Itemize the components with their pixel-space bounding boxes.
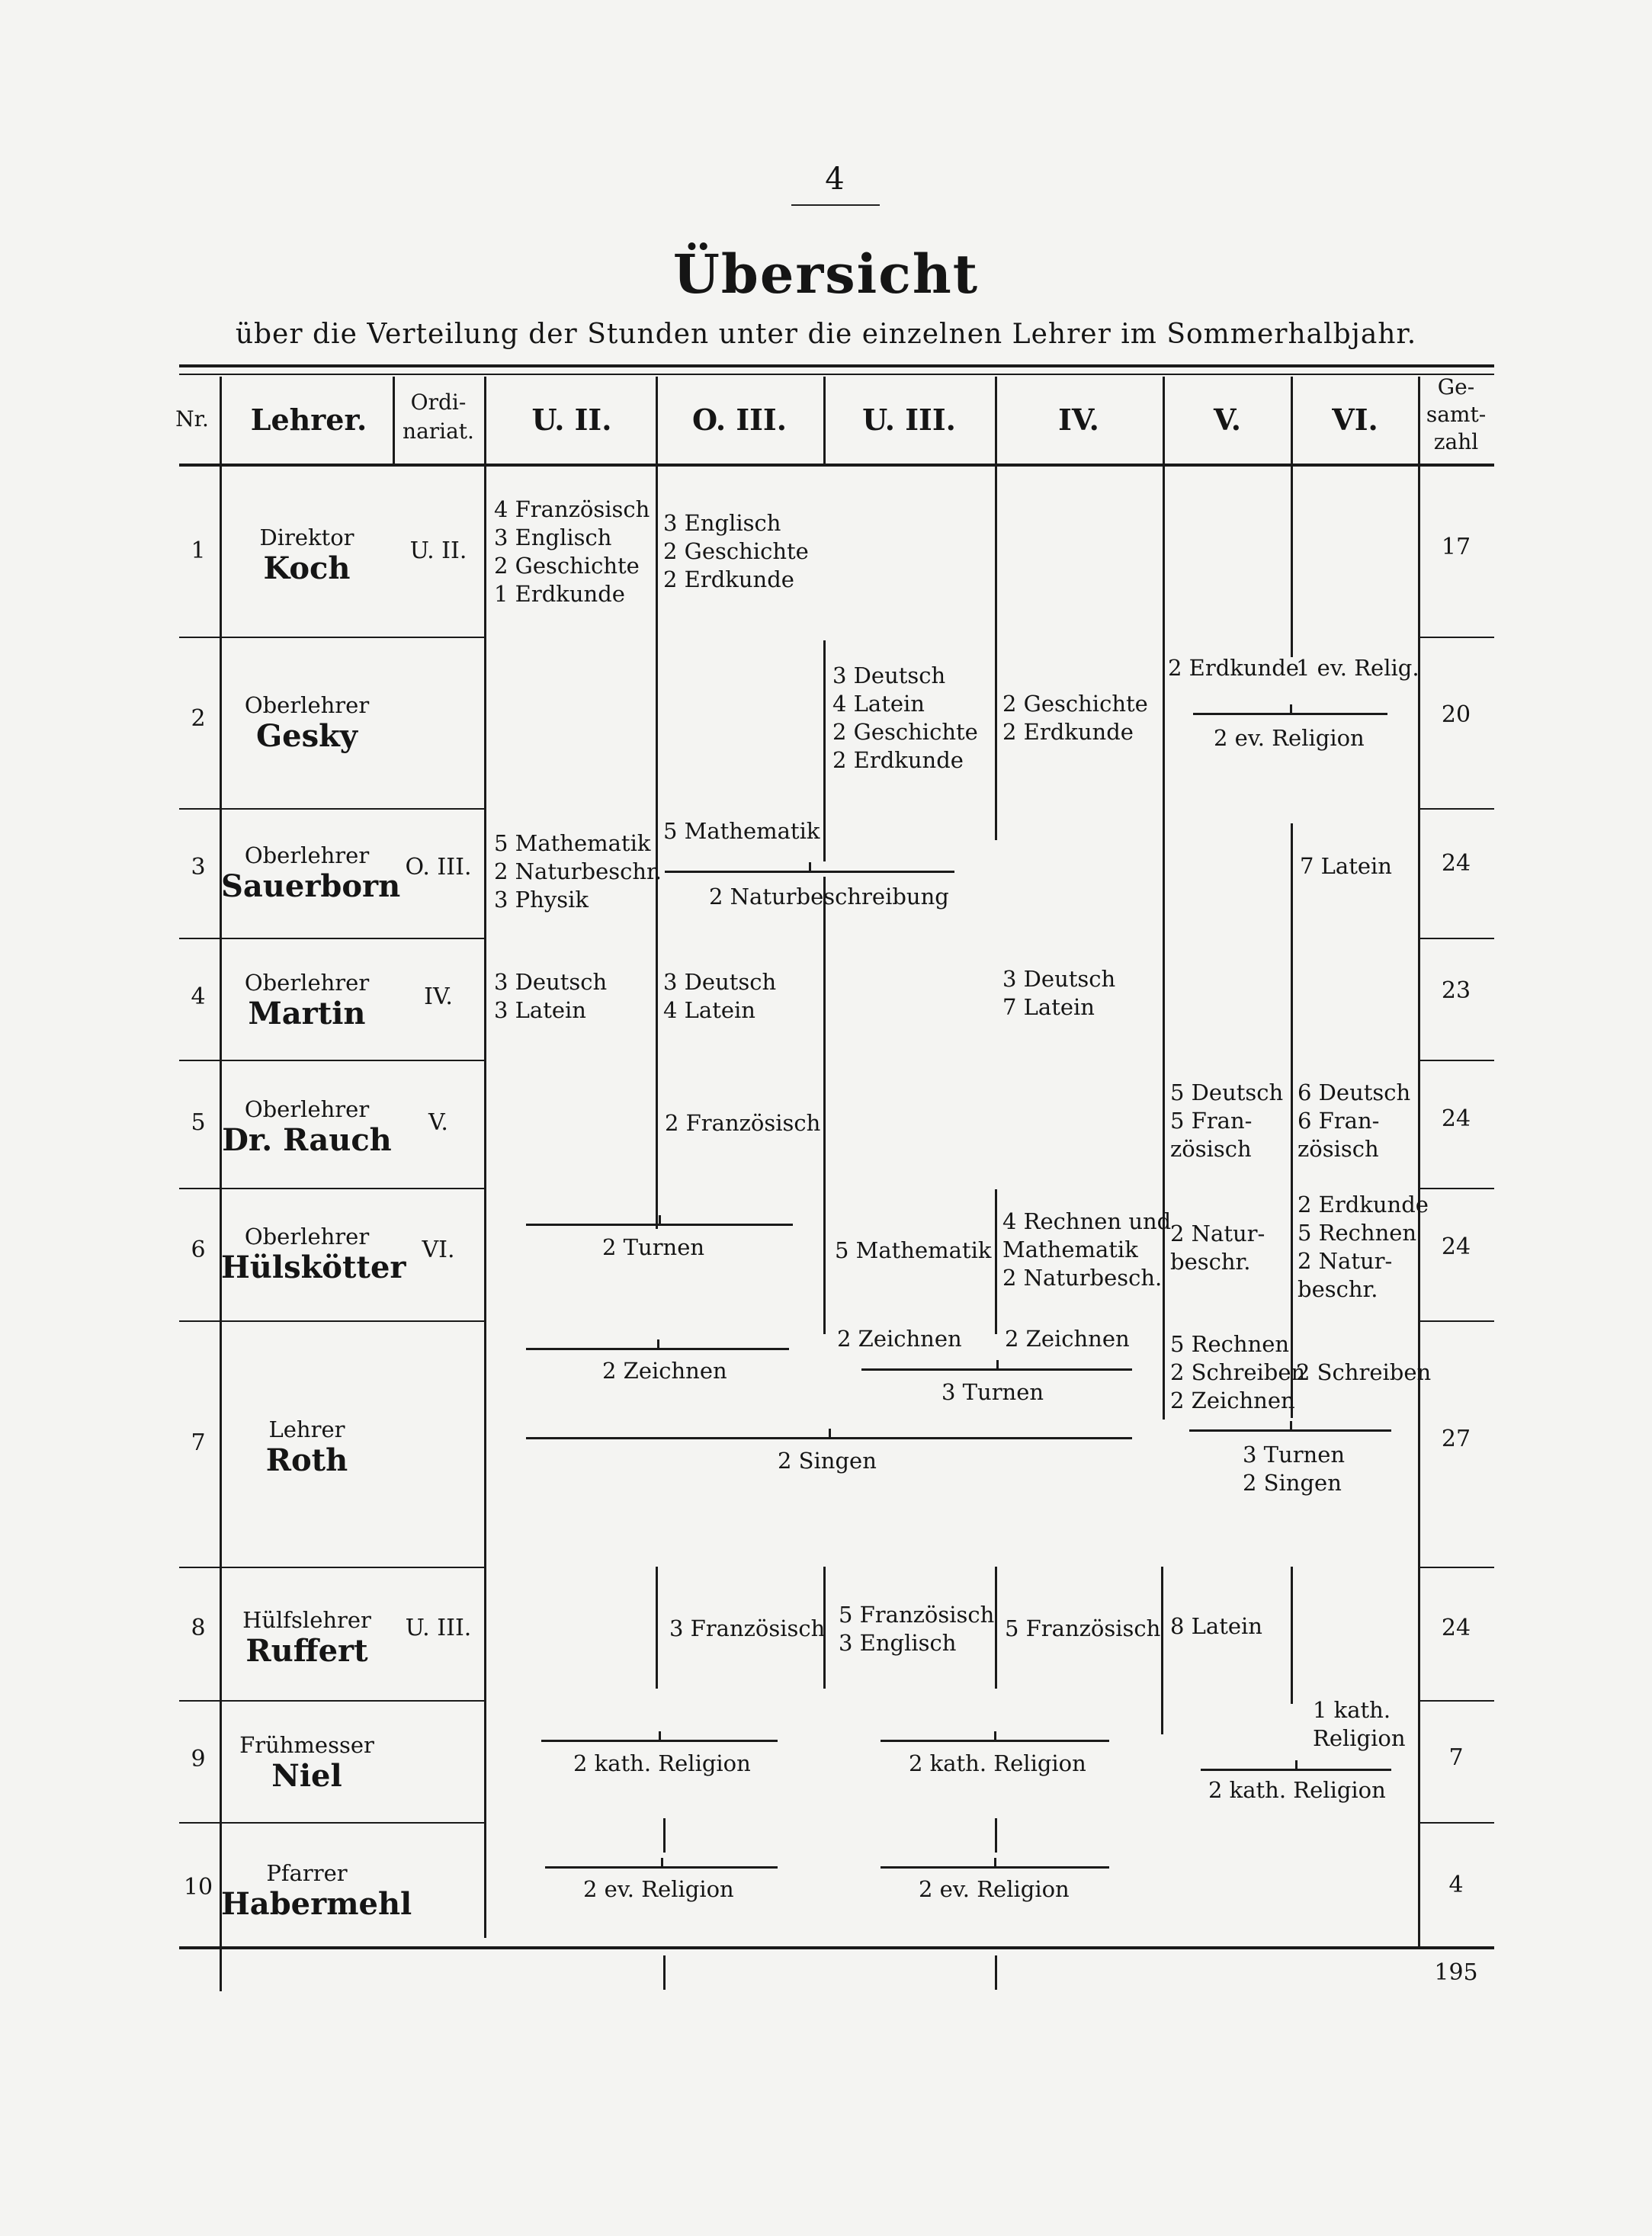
subject-line: 2 ev. Religion: [919, 1876, 1070, 1902]
subject-cell: [941, 1378, 1044, 1407]
subject-cell: [663, 968, 776, 1025]
subject-line: 5 Deutsch: [1170, 1080, 1284, 1105]
teacher-name: Habermehl: [221, 1886, 412, 1922]
subject-line: 5 Mathematik: [663, 818, 820, 844]
row-separator: [179, 1822, 484, 1824]
header-divider: [393, 377, 395, 465]
column-rule-u3-lower: [823, 877, 826, 1334]
subject-cell: [663, 509, 809, 594]
column-rule-o3-r10: [663, 1818, 666, 1853]
subject-cell: [1214, 724, 1365, 752]
row-total: 24: [1441, 1233, 1471, 1260]
subject-line: 5 Rechnen: [1170, 1331, 1290, 1357]
subject-line: 1 ev. Relig.: [1296, 655, 1419, 681]
span-brace: [1193, 713, 1387, 715]
row-total: 24: [1441, 850, 1471, 877]
teacher-name: Ruffert: [245, 1633, 368, 1669]
grand-total: 195: [1434, 1959, 1478, 1986]
row-total: 17: [1441, 534, 1471, 560]
subject-line: 2 Turnen: [602, 1234, 705, 1260]
row-total: 4: [1448, 1872, 1464, 1898]
row-separator: [179, 1567, 484, 1568]
subject-cell: [1298, 1191, 1429, 1304]
subject-line: 2 Singen: [1243, 1470, 1342, 1496]
subject-line: 2 Zeichnen: [1170, 1387, 1295, 1413]
subject-cell: [1002, 965, 1115, 1022]
subject-cell: [494, 829, 662, 914]
subject-cell: [602, 1233, 704, 1262]
row-separator: [1418, 637, 1494, 638]
teacher-role: Hülfslehrer: [242, 1607, 371, 1633]
span-brace: [861, 1368, 1132, 1371]
row-number: 5: [191, 1109, 206, 1136]
subject-cell: [1296, 654, 1419, 682]
span-brace: [541, 1740, 778, 1742]
header-u3: U. III.: [862, 403, 956, 437]
column-rule-iv-r10: [995, 1818, 997, 1853]
row-separator: [1418, 1060, 1494, 1061]
header-gesamt-3: zahl: [1433, 429, 1479, 454]
span-brace: [1201, 1769, 1391, 1771]
row-separator: [179, 1320, 484, 1322]
subject-cell: [494, 496, 650, 608]
teacher-name: Dr. Rauch: [222, 1122, 392, 1158]
column-rule-iv-foot: [995, 1955, 997, 1990]
header-ordinariat-1: Ordi-: [410, 390, 467, 415]
ordinariat-cell: O. III.: [405, 854, 472, 881]
subject-line: 2 Naturbesch.: [1002, 1265, 1163, 1291]
subject-line: 5 Französisch: [839, 1602, 995, 1628]
row-total: 20: [1441, 701, 1471, 728]
subject-cell: [839, 1601, 994, 1657]
row-separator: [179, 637, 484, 638]
subject-line: Religion: [1313, 1725, 1406, 1751]
page-subtitle: über die Verteilung der Stunden unter die einzelnen Lehrer im Sommerhalbjahr.: [235, 319, 1417, 350]
subject-line: 4 Französisch: [494, 496, 650, 522]
table-bottom-rule: [179, 1946, 1494, 1949]
subject-line: 2 Erdkunde: [663, 566, 794, 592]
subject-line: 3 Deutsch: [832, 662, 946, 688]
subject-line: 5 Mathematik: [494, 830, 651, 856]
row-number: 3: [191, 854, 206, 881]
subject-cell: [663, 817, 820, 845]
subject-line: 4 Latein: [832, 691, 925, 717]
subject-line: 2 kath. Religion: [909, 1750, 1086, 1776]
row-separator: [1418, 808, 1494, 810]
teacher-role: Oberlehrer: [244, 842, 370, 868]
subject-line: 7 Latein: [1002, 994, 1095, 1020]
subject-line: 2 Erdkunde: [1168, 655, 1299, 681]
column-rule-iv-r8: [995, 1567, 997, 1689]
ordinariat-cell: IV.: [424, 983, 453, 1010]
subject-cell: [1313, 1696, 1406, 1753]
teacher-name: Sauerborn: [221, 868, 401, 904]
subject-line: 2 Erdkunde: [1002, 719, 1134, 745]
subject-line: 4 Latein: [663, 997, 755, 1023]
ordinariat-cell: U. II.: [409, 537, 467, 564]
table-top-rule: [179, 364, 1494, 367]
column-rule-vi-lower: [1291, 823, 1293, 1418]
row-separator: [1418, 938, 1494, 939]
teacher-name: Martin: [248, 996, 366, 1031]
span-brace: [881, 1866, 1109, 1869]
subject-line: 2 Natur-: [1298, 1248, 1393, 1274]
subject-line: zösisch: [1170, 1136, 1252, 1162]
span-brace: [1189, 1429, 1391, 1432]
ordinariat-cell: U. III.: [405, 1615, 472, 1641]
subject-line: 2 Erdkunde: [1298, 1192, 1429, 1217]
teacher-role: Lehrer: [268, 1416, 345, 1442]
column-rule-ord: [484, 467, 486, 1938]
subject-line: 3 Turnen: [1243, 1442, 1346, 1468]
row-number: 1: [191, 537, 206, 564]
teacher-name: Gesky: [255, 718, 358, 754]
column-rule-vi-r8: [1291, 1567, 1293, 1704]
header-lehrer: Lehrer.: [250, 403, 367, 437]
subject-cell: [583, 1875, 734, 1904]
span-brace: [665, 871, 954, 873]
header-divider: [484, 377, 486, 465]
subject-line: 2 Zeichnen: [1005, 1326, 1130, 1352]
header-rule: [179, 464, 1494, 467]
subject-line: 2 Französisch: [665, 1110, 821, 1136]
subject-line: 2 kath. Religion: [1208, 1777, 1386, 1803]
row-total: 7: [1448, 1744, 1464, 1771]
subject-cell: [669, 1615, 825, 1643]
teacher-role: Oberlehrer: [244, 970, 370, 996]
subject-line: 3 Englisch: [663, 510, 781, 536]
subject-cell: [1296, 1359, 1431, 1387]
span-brace: [526, 1437, 1132, 1439]
header-divider: [995, 377, 997, 465]
subject-cell: [1170, 1612, 1262, 1641]
column-rule-v-r8: [1161, 1567, 1163, 1734]
subject-line: zösisch: [1298, 1136, 1379, 1162]
subject-line: 3 Französisch: [669, 1615, 826, 1641]
row-number: 2: [191, 705, 206, 732]
subject-line: 2 Geschichte: [832, 719, 978, 745]
page-number: 4: [825, 162, 845, 197]
header-divider: [1291, 377, 1293, 465]
subject-cell: [1168, 654, 1299, 682]
header-gesamt-1: Ge-: [1437, 374, 1475, 399]
subject-line: 3 Turnen: [941, 1379, 1044, 1405]
header-o3: O. III.: [692, 403, 787, 437]
column-rule-vi: [1291, 467, 1293, 657]
subject-line: 2 Schreiben: [1296, 1359, 1432, 1385]
teacher-name: Koch: [263, 550, 351, 586]
row-number: 6: [191, 1237, 206, 1263]
subject-line: 5 Rechnen: [1298, 1220, 1417, 1246]
row-separator: [179, 1060, 484, 1061]
subject-line: 3 Deutsch: [494, 969, 608, 995]
subject-line: beschr.: [1170, 1249, 1251, 1275]
row-total: 27: [1441, 1426, 1471, 1452]
subject-line: 6 Deutsch: [1298, 1080, 1411, 1105]
teacher-role: Direktor: [259, 525, 354, 550]
row-separator: [1418, 1700, 1494, 1702]
span-brace: [881, 1740, 1109, 1742]
teacher-role: Pfarrer: [266, 1860, 348, 1886]
row-number: 9: [191, 1746, 206, 1772]
teacher-role: Oberlehrer: [244, 1224, 370, 1250]
span-brace: [545, 1866, 778, 1869]
row-separator: [1418, 1188, 1494, 1189]
row-number: 10: [183, 1874, 213, 1901]
teacher-name: Niel: [271, 1758, 342, 1794]
column-rule-u3: [823, 640, 826, 861]
subject-cell: [1170, 1220, 1265, 1276]
row-number: 7: [191, 1429, 206, 1456]
header-nr: Nr.: [175, 406, 209, 431]
column-rule-iv: [995, 467, 997, 840]
header-divider: [220, 377, 222, 465]
header-divider: [1163, 377, 1165, 465]
subject-line: 2 Zeichnen: [602, 1358, 727, 1384]
ordinariat-cell: VI.: [422, 1237, 455, 1263]
subject-cell: [832, 662, 978, 775]
subject-cell: [1002, 690, 1148, 746]
row-separator: [179, 1700, 484, 1702]
subject-line: 8 Latein: [1170, 1613, 1262, 1639]
header-vi: VI.: [1332, 403, 1378, 437]
subject-cell: [909, 1750, 1086, 1778]
subject-line: 3 Latein: [494, 997, 586, 1023]
row-separator: [179, 1188, 484, 1189]
column-rule-o3-foot: [663, 1955, 666, 1990]
subject-line: 2 Natur-: [1170, 1221, 1265, 1246]
row-separator: [179, 938, 484, 939]
subject-line: 2 Naturbeschr.: [494, 858, 662, 884]
row-separator: [1418, 1567, 1494, 1568]
subject-line: 5 Französisch: [1005, 1615, 1161, 1641]
teacher-name: Roth: [265, 1442, 348, 1478]
header-ordinariat-2: nariat.: [403, 419, 474, 444]
subject-line: 2 Geschichte: [494, 553, 640, 579]
ordinariat-cell: V.: [428, 1109, 448, 1136]
subject-cell: [1298, 1079, 1410, 1163]
teacher-role: Oberlehrer: [244, 692, 370, 718]
subject-cell: [1243, 1441, 1345, 1497]
span-brace: [526, 1224, 793, 1226]
subject-line: 2 Geschichte: [1002, 691, 1148, 717]
subject-cell: [494, 968, 607, 1025]
column-rule-o3-r8: [656, 1567, 658, 1689]
header-divider: [1418, 377, 1420, 465]
teacher-role: Oberlehrer: [244, 1096, 370, 1122]
subject-cell: [1002, 1208, 1171, 1292]
header-u2: U. II.: [531, 403, 612, 437]
subject-line: 3 Deutsch: [663, 969, 777, 995]
subject-line: 2 Geschichte: [663, 538, 809, 564]
subject-cell: [1005, 1325, 1130, 1353]
subject-line: 2 kath. Religion: [573, 1750, 751, 1776]
page-number-rule: [791, 204, 880, 206]
header-divider: [656, 377, 658, 465]
row-separator: [1418, 1320, 1494, 1322]
subject-line: 4 Rechnen und: [1002, 1208, 1172, 1234]
page-title: Übersicht: [672, 242, 980, 306]
span-brace: [526, 1348, 789, 1350]
subject-line: 1 Erdkunde: [494, 581, 625, 607]
table-top-rule-inner: [179, 374, 1494, 375]
header-iv: IV.: [1058, 403, 1099, 437]
subject-line: 2 Erdkunde: [832, 747, 964, 773]
subject-line: 2 ev. Religion: [1214, 725, 1365, 751]
subject-line: 2 Schreiben: [1170, 1359, 1306, 1385]
subject-line: 3 Englisch: [839, 1630, 957, 1656]
subject-cell: [665, 1109, 820, 1137]
row-total: 24: [1441, 1105, 1471, 1132]
subject-line: Mathematik: [1002, 1237, 1138, 1262]
row-separator: [179, 808, 484, 810]
subject-line: beschr.: [1298, 1276, 1378, 1302]
subject-cell: [709, 883, 949, 911]
subject-cell: [835, 1237, 991, 1265]
header-divider: [823, 377, 826, 465]
subject-cell: [1170, 1079, 1283, 1163]
subject-line: 3 Deutsch: [1002, 966, 1116, 992]
subject-line: 7 Latein: [1300, 853, 1392, 879]
subject-line: 2 Naturbeschreibung: [709, 884, 949, 909]
row-total: 24: [1441, 1615, 1471, 1641]
subject-cell: [1300, 852, 1392, 881]
row-total: 23: [1441, 977, 1471, 1004]
row-separator: [1418, 1822, 1494, 1824]
header-gesamt-2: samt-: [1426, 402, 1487, 427]
row-number: 4: [191, 983, 206, 1010]
subject-line: 3 Englisch: [494, 525, 612, 550]
subject-cell: [919, 1875, 1070, 1904]
subject-line: 6 Fran-: [1298, 1108, 1380, 1134]
teacher-name: Hülskötter: [221, 1250, 406, 1285]
subject-cell: [837, 1325, 962, 1353]
subject-line: 5 Fran-: [1170, 1108, 1253, 1134]
subject-line: 5 Mathematik: [835, 1237, 992, 1263]
subject-cell: [573, 1750, 751, 1778]
subject-cell: [1170, 1330, 1305, 1415]
column-rule-iv-lower: [995, 1189, 997, 1334]
teacher-role: Frühmesser: [239, 1732, 374, 1758]
subject-line: 2 ev. Religion: [583, 1876, 734, 1902]
subject-line: 2 Singen: [778, 1448, 877, 1474]
subject-line: 3 Physik: [494, 887, 589, 913]
row-number: 8: [191, 1615, 206, 1641]
header-v: V.: [1213, 403, 1242, 437]
subject-cell: [602, 1357, 727, 1385]
subject-cell: [1208, 1776, 1386, 1805]
subject-line: 2 Zeichnen: [837, 1326, 962, 1352]
subject-cell: [1005, 1615, 1160, 1643]
subject-cell: [778, 1447, 877, 1475]
subject-line: 1 kath.: [1313, 1697, 1391, 1723]
